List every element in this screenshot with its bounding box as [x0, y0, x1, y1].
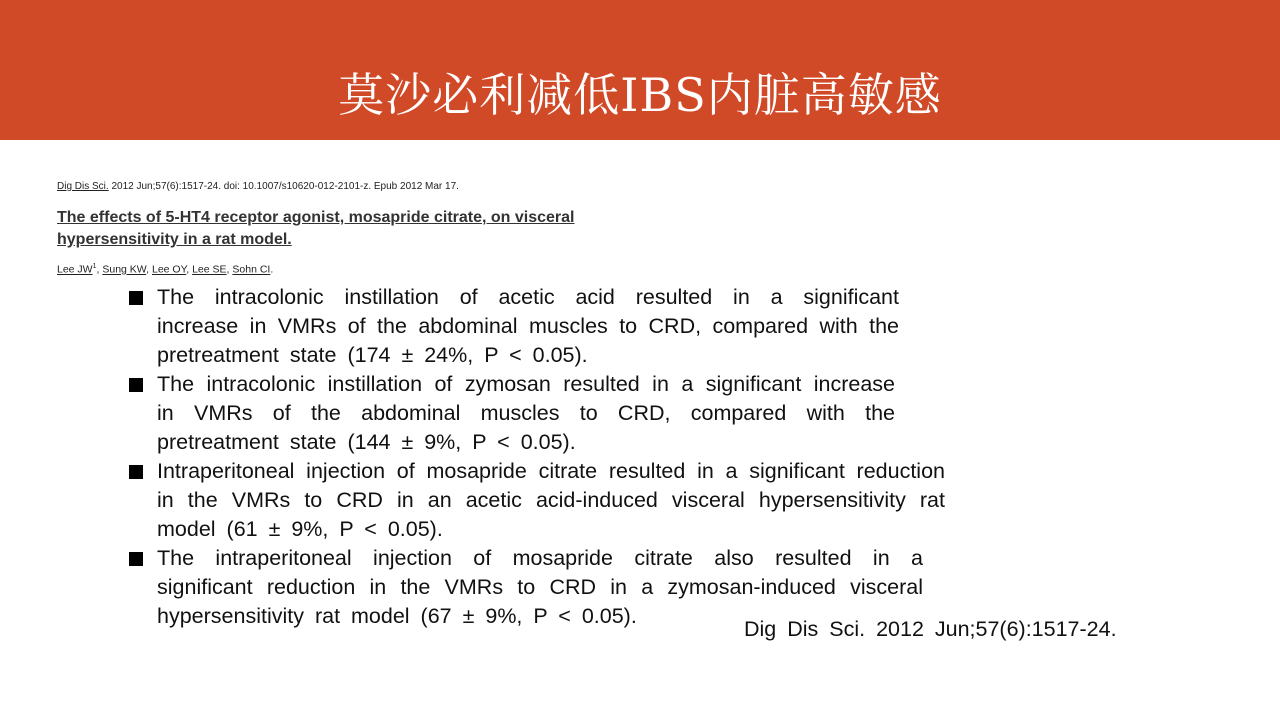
- article-citation: [57, 181, 459, 193]
- author-affiliation-marker: 1: [92, 263, 97, 270]
- author-list-end: .: [270, 263, 274, 276]
- author-link[interactable]: Lee OY: [151, 263, 187, 276]
- author-link[interactable]: Lee JW: [57, 263, 93, 276]
- slide-title: 莫沙必利减低IBS内脏高敏感: [338, 68, 942, 122]
- journal-link[interactable]: Dig Dis Sci.: [57, 181, 109, 192]
- finding-item: [128, 283, 899, 370]
- author-list: [57, 261, 273, 276]
- citation-details: 2012 Jun;57(6):1517-24. doi: 10.1007/s10620-012-2101-z. Epub 2012 Mar 17.: [111, 181, 459, 192]
- author-link[interactable]: Sohn CI: [232, 263, 271, 276]
- author-separator: ,: [96, 263, 103, 276]
- square-bullet-icon: [129, 552, 143, 566]
- square-bullet-icon: [129, 465, 143, 479]
- author-link[interactable]: Lee SE: [192, 263, 227, 276]
- author-separator: ,: [186, 263, 193, 276]
- finding-text: The intracolonic instillation of zymosan resulted in a significant increase in VMRs of the abdominal muscles to CRD, compared with the pretreatment state (144 ± 9%, P < 0.05).: [157, 372, 895, 454]
- finding-text: The intraperitoneal injection of mosapride citrate also resulted in a significant reduction in the VMRs to CRD in a zymosan-induced visceral hypersensitivity rat model (67 ± 9%, P < 0.05).: [157, 546, 923, 628]
- footer-citation: Dig Dis Sci. 2012 Jun;57(6):1517-24.: [744, 617, 1117, 641]
- author-link[interactable]: Sung KW: [102, 263, 147, 276]
- finding-item: [128, 370, 895, 457]
- finding-text: Intraperitoneal injection of mosapride citrate resulted in a significant reduction in the VMRs to CRD in an acetic acid-induced visceral hypersensitivity rat model (61 ± 9%, P < 0.05).: [157, 459, 945, 541]
- square-bullet-icon: [129, 291, 143, 305]
- square-bullet-icon: [129, 378, 143, 392]
- author-separator: ,: [226, 263, 233, 276]
- author-separator: ,: [146, 263, 152, 276]
- article-title-link[interactable]: The effects of 5-HT4 receptor agonist, mosapride citrate, on visceral hypersensitivity in a rat model.: [57, 209, 575, 248]
- finding-text: The intracolonic instillation of acetic acid resulted in a significant increase in VMRs of the abdominal muscles to CRD, compared with the pretreatment state (174 ± 24%, P < 0.05).: [157, 285, 899, 367]
- findings-list: [128, 283, 948, 631]
- finding-item: [128, 457, 945, 544]
